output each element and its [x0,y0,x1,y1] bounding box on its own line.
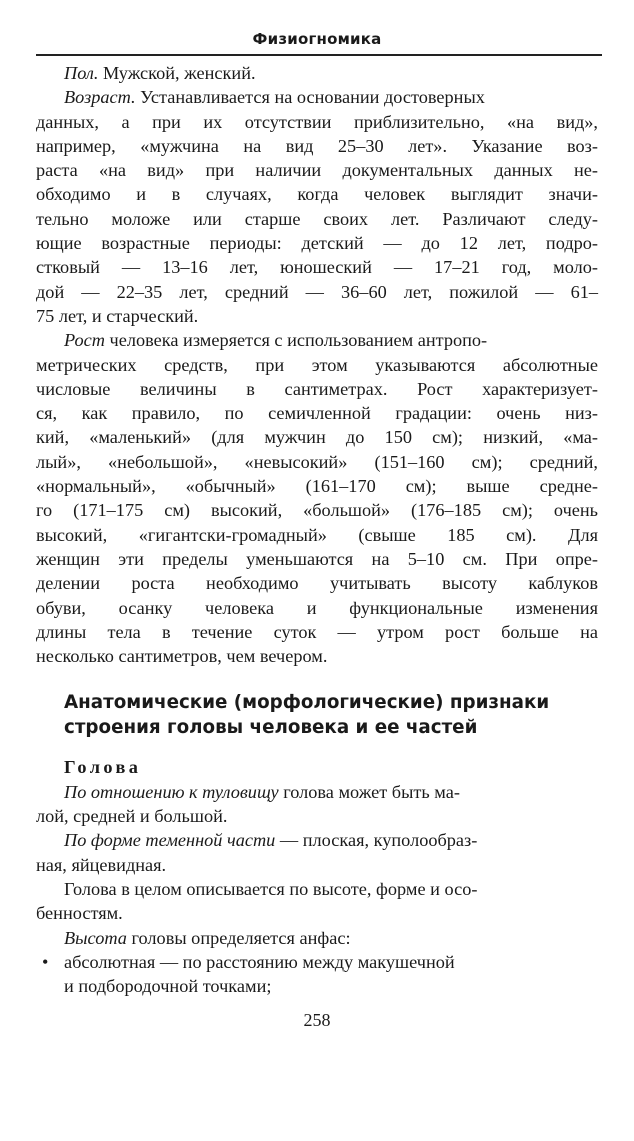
text-line: данных, а при их отсутствии приблизительно, «на вид», [36,111,598,132]
term-sex: Пол. [64,63,99,83]
body-text [36,61,598,998]
text-line: метрических средств, при этом указываются абсолютные [36,354,598,375]
text-line: го (171–175 см) высокий, «большой» (176–185 см); очень [36,500,598,521]
section-gap [36,668,598,690]
bullet-icon: • [42,951,49,972]
text-line: ющие возрастные периоды: детский — до 12 лет, подро- [36,233,598,254]
text-line: несколько сантиметров, чем вечером. [36,646,328,667]
section-heading-line: строения головы человека и ее частей [64,717,478,739]
text-line: высокий, «гигантски-громадный» (свыше 185 см). Для [36,524,598,545]
text-line: лый», «небольшой», «невысокий» (151–160 см); средний, [36,451,598,472]
bullet-item: • абсолютная — по расстоянию между макушечной [36,950,598,974]
term-height: Рост [64,330,105,351]
term-relative-to-torso: По отношению к туловищу [64,781,279,802]
section-gap [36,740,598,755]
text-line: кий, «маленький» (для мужчин до 150 см); низкий, «ма- [36,427,598,448]
text-line: обуви, осанку человека и функциональные изменения [36,597,598,618]
text-line: ся, как правило, по семичленной градации: очень низ- [36,403,598,424]
text-line: тельно моложе или старше своих лет. Различают следу- [36,208,598,229]
text-line: длины тела в течение суток — утром рост больше на [36,621,598,642]
text-line: Возраст. Устанавливается на основании достоверных [64,87,485,108]
text-line: числовые величины в сантиметрах. Рост характеризует- [36,378,598,399]
running-title: Физиогномика [252,30,382,48]
header-rule [36,54,602,56]
subheading-head: Голова [64,757,142,778]
text-line: бенностям. [36,903,123,924]
text-line: делении роста необходимо учитывать высоту каблуков [36,573,598,594]
text-line: лой, средней и большой. [36,806,228,827]
text-line: Голова в целом описывается по высоте, форме и осо- [64,878,478,899]
term-parietal-shape: По форме теменной части [64,830,276,851]
text-line: 75 лет, и старческий. [36,305,199,326]
text-line: стковый — 13–16 лет, юношеский — 17–21 год, моло- [36,257,598,278]
term-head-height: Высота [64,927,127,948]
text-line: «нормальный», «обычный» (161–170 см); выше средне- [36,476,598,497]
text-line: По форме теменной части — плоская, куполообраз- [64,830,478,851]
text-line: По отношению к туловищу голова может быть ма- [64,781,460,802]
page-number: 258 [303,1010,331,1030]
text-line: Пол. Мужской, женский. [64,63,256,83]
bullet-continuation: и подбородочной точками; [64,976,272,997]
text-line: например, «мужчина на вид 25–30 лет». Указание воз- [36,135,598,156]
text-line: Высота головы определяется анфас: [64,927,351,948]
text-line: дой — 22–35 лет, средний — 36–60 лет, пожилой — 61– [36,281,598,302]
text-line: обходимо и в случаях, когда человек выглядит значи- [36,184,598,205]
term-age: Возраст. [64,87,136,108]
section-heading-line: Анатомические (морфологические) признаки [64,692,550,714]
text-line: Рост человека измеряется с использованием антропо- [64,330,488,351]
text-line: женщин эти пределы уменьшаются на 5–10 см. При опре- [36,548,598,569]
text-line: раста «на вид» при наличии документальных данных не- [36,160,598,181]
text-line: ная, яйцевидная. [36,854,167,875]
